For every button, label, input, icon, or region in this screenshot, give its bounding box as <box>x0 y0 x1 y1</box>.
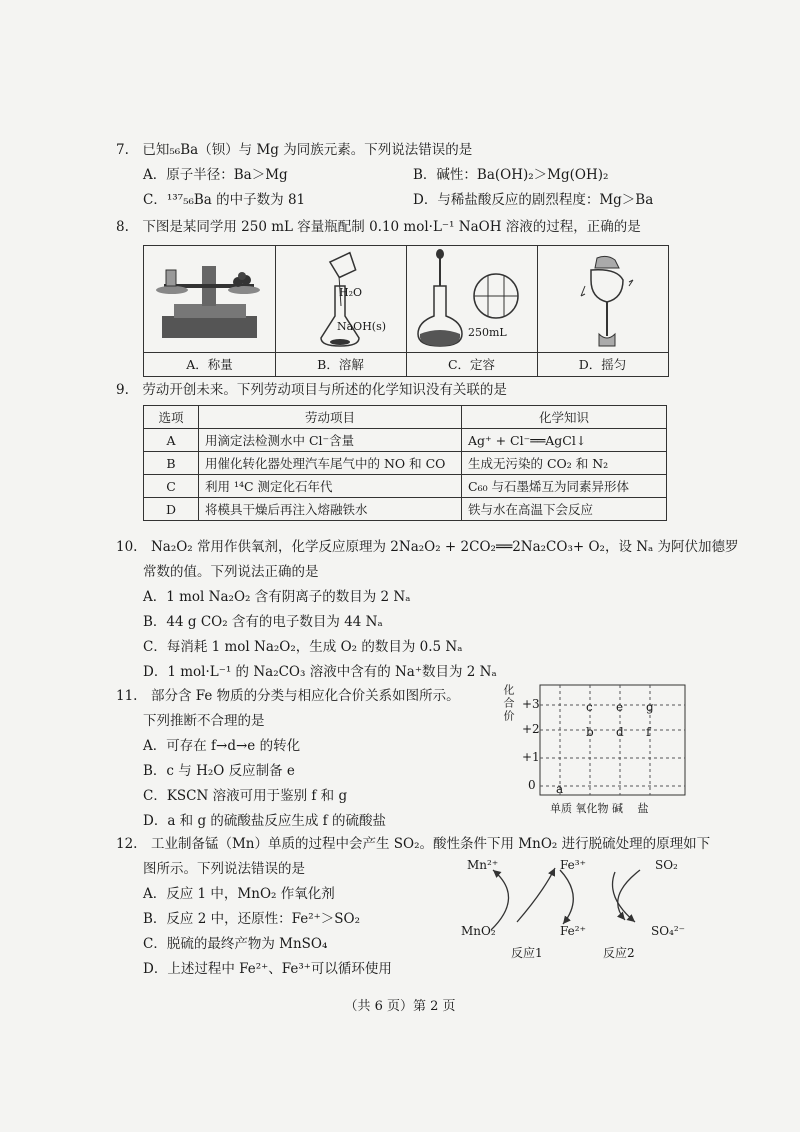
label-reaction2: 反应2 <box>603 946 635 960</box>
species-mno2: MnO₂ <box>461 924 496 938</box>
x-categories: 单质 氧化物 碱 盐 <box>550 802 649 815</box>
q7-stem: 7. 已知₅₆Ba（钡）与 Mg 为同族元素。下列说法错误的是 <box>116 142 473 158</box>
table-row <box>144 475 667 498</box>
label-250ml: 250mL <box>468 326 507 339</box>
q7-option-a: A．原子半径：Ba＞Mg <box>143 167 288 183</box>
flask-pouring-illustration <box>275 246 406 352</box>
figure-cell-weigh <box>144 246 276 376</box>
ytick-plus1: +1 <box>522 750 540 764</box>
row-knowledge: Ag⁺ + Cl⁻══AgCl↓ <box>462 429 667 452</box>
table-row <box>144 452 667 475</box>
q10-option-c: C．每消耗 1 mol Na₂O₂，生成 O₂ 的数目为 0.5 Nₐ <box>143 639 463 655</box>
row-knowledge: 铁与水在高温下会反应 <box>462 498 667 521</box>
q10-option-b: B．44 g CO₂ 含有的电子数目为 44 Nₐ <box>143 614 383 630</box>
q11-option-a: A．可存在 f→d→e 的转化 <box>143 738 301 754</box>
table-row <box>144 429 667 452</box>
desulfurization-diagram <box>455 852 690 967</box>
point-a: a <box>556 782 564 796</box>
inverted-flask-illustration <box>537 246 668 352</box>
label-reaction1: 反应1 <box>511 946 543 960</box>
row-knowledge: 生成无污染的 CO₂ 和 N₂ <box>462 452 667 475</box>
figure-cell-shake <box>537 246 668 376</box>
species-fe2: Fe²⁺ <box>560 924 586 938</box>
table-header-row <box>144 406 667 429</box>
point-b: b <box>586 725 594 739</box>
caption-dissolve: B．溶解 <box>275 352 406 377</box>
q12-stem-line2: 图所示。下列说法错误的是 <box>143 861 305 877</box>
page-footer: （共 6 页）第 2 页 <box>344 999 456 1014</box>
q7-option-b: B．碱性：Ba(OH)₂＞Mg(OH)₂ <box>413 167 609 183</box>
row-letter: C <box>144 475 199 498</box>
q10-option-d: D．1 mol·L⁻¹ 的 Na₂CO₃ 溶液中含有的 Na⁺数目为 2 Nₐ <box>143 664 497 680</box>
point-f: f <box>646 725 651 739</box>
q12-option-c: C．脱硫的最终产物为 MnSO₄ <box>143 936 328 952</box>
species-so2: SO₂ <box>655 858 678 872</box>
q10-stem-line1: 10. Na₂O₂ 常用作供氧剂，化学反应原理为 2Na₂O₂ + 2CO₂══2Na₂CO₃+ O₂，设 Nₐ 为阿伏加德罗 <box>116 539 739 555</box>
q12-option-b: B．反应 2 中，还原性：Fe²⁺＞SO₂ <box>143 911 360 927</box>
row-labor: 用滴定法检测水中 Cl⁻含量 <box>199 429 462 452</box>
q11-stem-line2: 下列推断不合理的是 <box>143 713 265 729</box>
row-letter: B <box>144 452 199 475</box>
q12-option-a: A．反应 1 中，MnO₂ 作氧化剂 <box>143 886 335 902</box>
q12-option-d: D．上述过程中 Fe²⁺、Fe³⁺可以循环使用 <box>143 961 392 977</box>
point-e: e <box>616 700 624 714</box>
ytick-plus3: +3 <box>522 697 540 711</box>
species-fe3: Fe³⁺ <box>560 858 586 872</box>
figure-cell-volume <box>406 246 538 376</box>
caption-volume: C．定容 <box>406 352 537 377</box>
label-h2o: H₂O <box>339 286 363 299</box>
row-letter: D <box>144 498 199 521</box>
species-so4: SO₄²⁻ <box>651 924 686 938</box>
q9-stem: 9. 劳动开创未来。下列劳动项目与所述的化学知识没有关联的是 <box>116 382 507 398</box>
ytick-zero: 0 <box>528 778 536 792</box>
row-knowledge: C₆₀ 与石墨烯互为同素异形体 <box>462 475 667 498</box>
point-g: g <box>646 700 654 714</box>
caption-shake: D．摇匀 <box>537 352 668 377</box>
row-letter: A <box>144 429 199 452</box>
point-c: c <box>586 700 593 714</box>
balance-illustration <box>144 246 275 352</box>
q8-figure-table <box>143 245 669 377</box>
q10-stem-line2: 常数的值。下列说法正确的是 <box>143 564 319 580</box>
fe-valence-chart <box>500 680 690 830</box>
header-labor: 劳动项目 <box>199 406 462 429</box>
q11-option-d: D．a 和 g 的硫酸盐反应生成 f 的硫酸盐 <box>143 813 386 829</box>
q11-option-b: B．c 与 H₂O 反应制备 e <box>143 763 295 779</box>
table-row <box>144 498 667 521</box>
caption-weigh: A．称量 <box>144 352 275 377</box>
header-option: 选项 <box>144 406 199 429</box>
q7-option-c: C．¹³⁷₅₆Ba 的中子数为 81 <box>143 192 306 208</box>
header-knowledge: 化学知识 <box>462 406 667 429</box>
row-labor: 用催化转化器处理汽车尾气中的 NO 和 CO <box>199 452 462 475</box>
point-d: d <box>616 725 624 739</box>
q7-option-d: D．与稀盐酸反应的剧烈程度：Mg＞Ba <box>413 192 654 208</box>
q8-stem: 8. 下图是某同学用 250 mL 容量瓶配制 0.10 mol·L⁻¹ NaOH 溶液的过程，正确的是 <box>116 219 641 235</box>
row-labor: 将模具干燥后再注入熔融铁水 <box>199 498 462 521</box>
q12-stem-line1: 12. 工业制备锰（Mn）单质的过程中会产生 SO₂。酸性条件下用 MnO₂ 进行脱硫处理的原理如下 <box>116 836 711 852</box>
species-mn2: Mn²⁺ <box>467 858 499 872</box>
row-labor: 利用 ¹⁴C 测定化石年代 <box>199 475 462 498</box>
figure-cell-dissolve <box>275 246 407 376</box>
y-axis-title: 化合价 <box>502 684 515 723</box>
q10-option-a: A．1 mol Na₂O₂ 含有阴离子的数目为 2 Nₐ <box>143 589 411 605</box>
q11-option-c: C．KSCN 溶液可用于鉴别 f 和 g <box>143 788 348 804</box>
q9-table <box>143 405 667 521</box>
q11-stem-line1: 11. 部分含 Fe 物质的分类与相应化合价关系如图所示。 <box>116 688 460 704</box>
label-naoh: NaOH(s) <box>337 320 387 333</box>
ytick-plus2: +2 <box>522 722 540 736</box>
